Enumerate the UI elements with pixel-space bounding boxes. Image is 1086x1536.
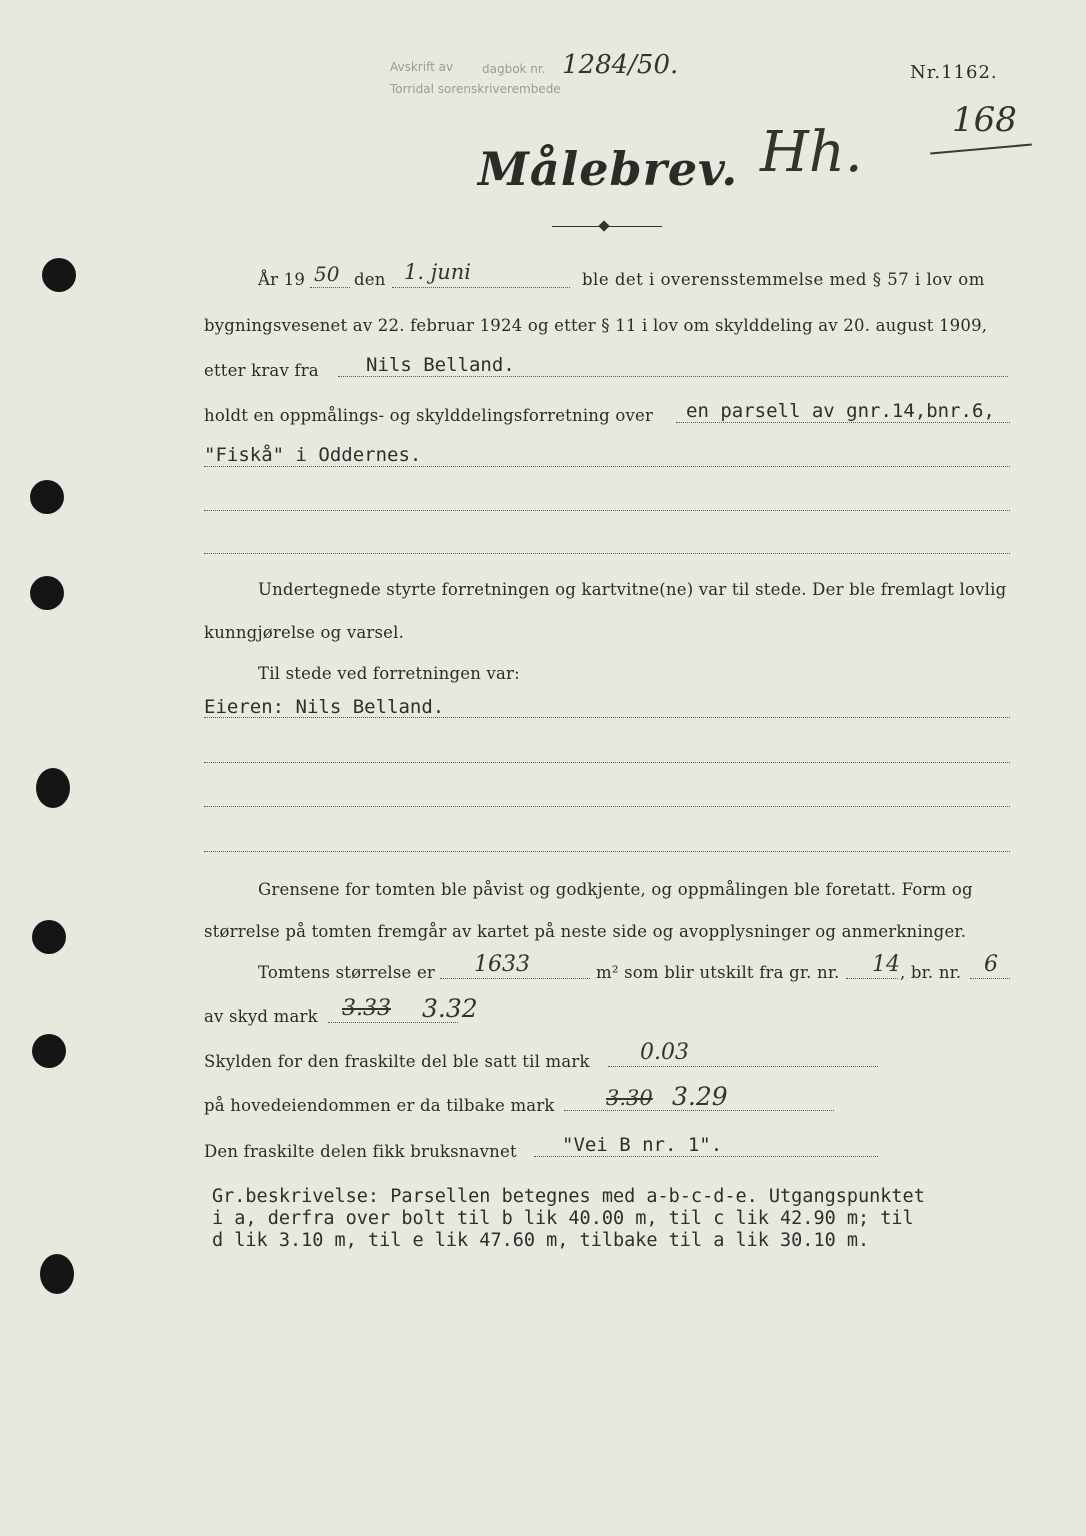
property-label: holdt en oppmålings- og skylddelingsforretning over <box>204 406 654 425</box>
size-value: 1633 <box>474 952 530 977</box>
year-prefix: År 19 <box>258 270 306 289</box>
description-line2: i a, derfra over bolt til b lik 40.00 m, til c lik 42.90 m; til <box>212 1208 914 1229</box>
initials-signature: Hh. <box>760 120 863 185</box>
size-dots <box>440 978 590 979</box>
skyld-label: av skyd mark <box>204 1007 318 1026</box>
br-nr-label: , br. nr. <box>900 963 962 982</box>
para2-line1: Undertegnede styrte forretningen og kartvitne(ne) var til stede. Der ble fremlagt lovlig <box>258 580 1007 599</box>
binder-hole <box>32 1034 66 1068</box>
gr-nr-dots <box>846 978 898 979</box>
fraskilt-label: Skylden for den fraskilte del ble satt til mark <box>204 1052 590 1071</box>
title-ornament-diamond <box>598 220 609 231</box>
requester: Nils Belland. <box>366 354 515 376</box>
year-dots <box>310 287 350 288</box>
size-unit-text: m² som blir utskilt fra gr. nr. <box>596 963 840 982</box>
para2-line2: kunngjørelse og varsel. <box>204 623 405 642</box>
dagbok-number: 1284/50. <box>562 50 679 80</box>
blank-line <box>204 762 1010 763</box>
para3-line2: størrelse på tomten fremgår av kartet på neste side og avopplysninger og anmerkninger. <box>204 922 967 941</box>
stamp-dagbok-label: dagbok nr. <box>482 62 546 76</box>
blank-line <box>204 806 1010 807</box>
skyld-old: 3.33 <box>342 996 391 1021</box>
page-number-underline <box>930 144 1032 155</box>
description-line1: Gr.beskrivelse: Parsellen betegnes med a-b-c-d-e. Utgangspunktet <box>212 1186 925 1207</box>
property-part2: "Fiskå" i Oddernes. <box>204 444 422 466</box>
date: 1. juni <box>404 260 471 284</box>
br-nr: 6 <box>984 952 998 977</box>
stamp-line1: Avskrift av <box>390 60 454 74</box>
fraskilt-dots <box>608 1066 878 1067</box>
line1-rest: ble det i overensstemmelse med § 57 i lov om <box>582 270 985 289</box>
binder-hole <box>42 258 76 292</box>
stamp-line2: Torridal sorenskriverembede <box>390 82 561 96</box>
date-dots <box>392 287 570 288</box>
br-nr-dots <box>970 978 1010 979</box>
property-dots-2 <box>204 466 1010 467</box>
den-label: den <box>354 270 386 289</box>
line2: bygningsvesenet av 22. februar 1924 og etter § 11 i lov om skylddeling av 20. august 1909, <box>204 316 988 335</box>
size-label: Tomtens størrelse er <box>258 963 436 982</box>
blank-line <box>204 510 1010 511</box>
blank-line <box>204 553 1010 554</box>
document-number: Nr.1162. <box>910 62 998 83</box>
present-person: Eieren: Nils Belland. <box>204 696 445 718</box>
binder-hole <box>32 920 66 954</box>
property-dots <box>676 422 1010 423</box>
requester-dots <box>338 376 1008 377</box>
page-title: Målebrev. <box>478 142 739 196</box>
tilbake-old: 3.30 <box>606 1086 653 1110</box>
present-label: Til stede ved forretningen var: <box>258 664 520 683</box>
gr-nr: 14 <box>872 952 900 977</box>
fraskilt-value: 0.03 <box>640 1040 689 1065</box>
para3-line1: Grensene for tomten ble påvist og godkjente, og oppmålingen ble foretatt. Form og <box>258 880 973 899</box>
page-number: 168 <box>952 100 1017 140</box>
binder-hole <box>40 1254 74 1294</box>
property-part1: en parsell av gnr.14,bnr.6, <box>686 400 995 422</box>
blank-line <box>204 851 1010 852</box>
skyld-new: 3.32 <box>422 994 478 1023</box>
bruksnavn-dots <box>534 1156 878 1157</box>
bruksnavn: "Vei B nr. 1". <box>562 1134 723 1156</box>
binder-hole <box>30 576 64 610</box>
requester-label: etter krav fra <box>204 361 319 380</box>
binder-hole <box>30 480 64 514</box>
year-suffix: 50 <box>314 262 340 286</box>
tilbake-label: på hovedeiendommen er da tilbake mark <box>204 1096 555 1115</box>
bruksnavn-label: Den fraskilte delen fikk bruksnavnet <box>204 1142 517 1161</box>
description-line3: d lik 3.10 m, til e lik 47.60 m, tilbake til a lik 30.10 m. <box>212 1230 870 1251</box>
tilbake-new: 3.29 <box>672 1082 728 1111</box>
binder-hole <box>36 768 70 808</box>
